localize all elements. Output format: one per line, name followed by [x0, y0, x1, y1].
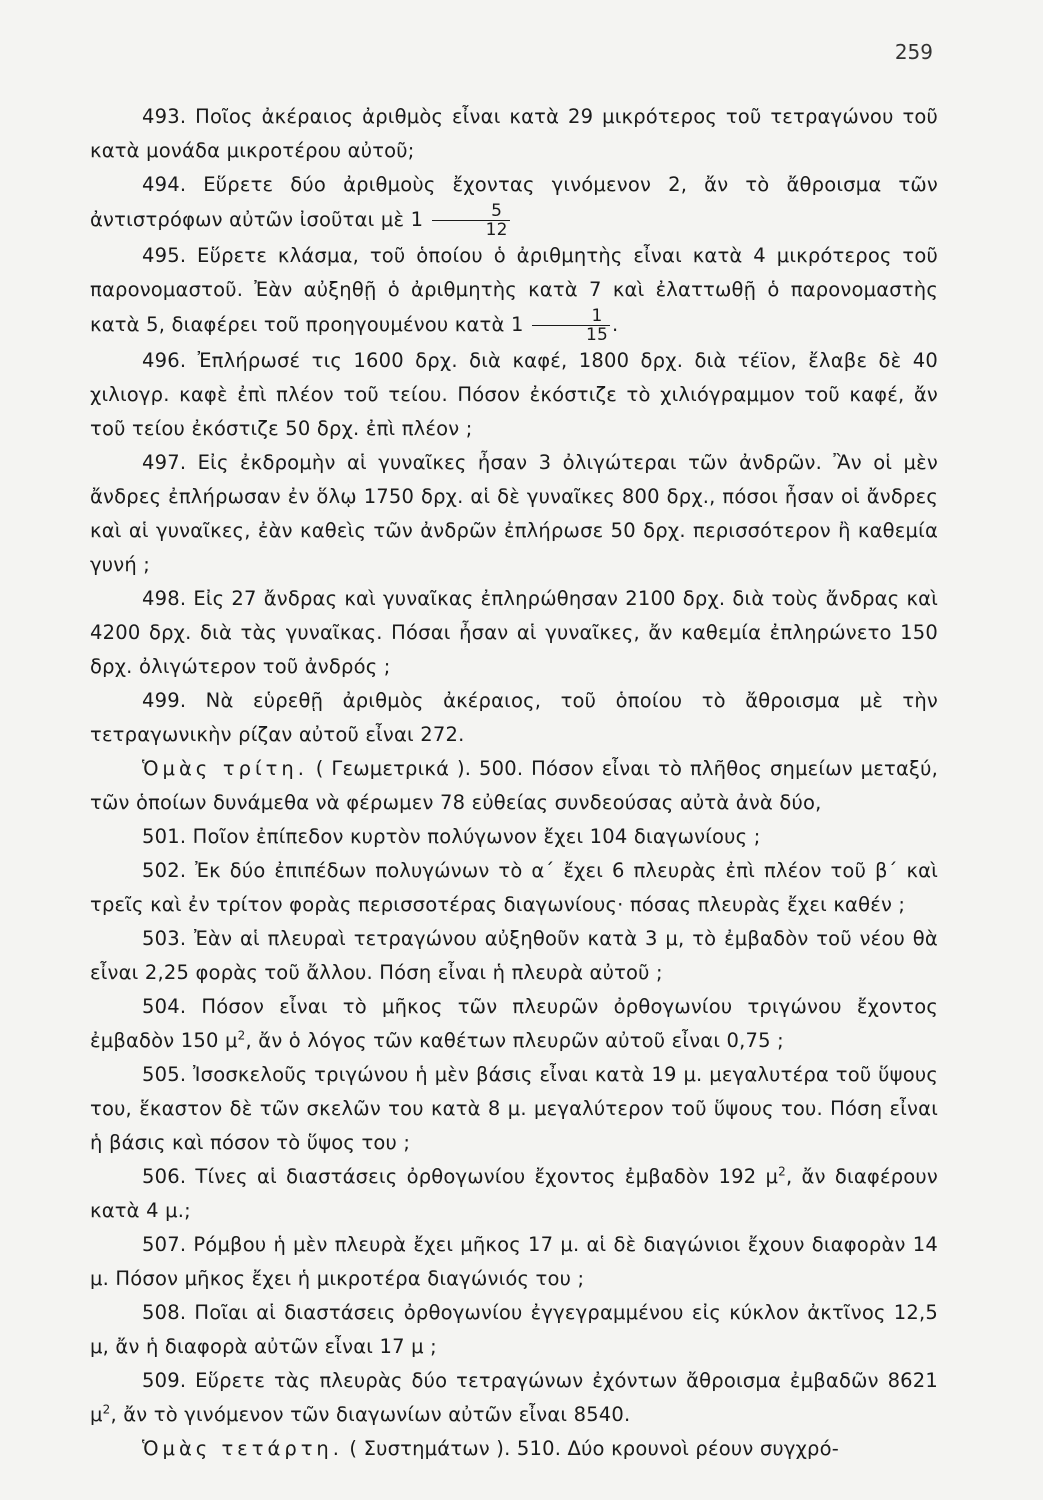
page-body [90, 100, 938, 1466]
superscript-2: 2 [778, 1164, 786, 1179]
problem-502: 502. Ἐκ δύο ἐπιπέδων πολυγώνων τὸ α΄ ἔχει 6 πλευρὰς ἐπὶ πλέον τοῦ β΄ καὶ τρεῖς καὶ ἐν τρίτον φορὰς περισσοτέρας διαγωνίους· πόσας πλευρὰς ἔχει καθέν ; [90, 859, 938, 916]
group-4-section [90, 1432, 938, 1466]
problem-497: 497. Εἰς ἐκδρομὴν αἱ γυναῖκες ἦσαν 3 ὀλιγώτεραι τῶν ἀνδρῶν. Ἂν οἱ μὲν ἄνδρες ἐπλήρωσαν ἐν ὅλῳ 1750 δρχ. αἱ δὲ γυναῖκες 800 δρχ., πόσοι ἦσαν οἱ ἄνδρες καὶ αἱ γυναῖκες, ἐὰν καθεὶς τῶν ἀνδρῶν ἐπλήρωσε 50 δρχ. περισσότερον ἢ καθεμία γυνή ; [90, 451, 938, 576]
problem-503: 503. Ἐὰν αἱ πλευραὶ τετραγώνου αὐξηθοῦν κατὰ 3 μ, τὸ ἐμβαδὸν τοῦ νέου θὰ εἶναι 2,25 φορὰς τοῦ ἄλλου. Πόση εἶναι ἡ πλευρὰ αὐτοῦ ; [90, 927, 938, 984]
problem-498: 498. Εἰς 27 ἄνδρας καὶ γυναῖκας ἐπληρώθησαν 2100 δρχ. διὰ τοὺς ἄνδρας καὶ 4200 δρχ. διὰ τὰς γυναῖκας. Πόσαι ἦσαν αἱ γυναῖκες, ἄν καθεμία ἐπληρώνετο 150 δρχ. ὀλιγώτερον τοῦ ἀνδρός ; [90, 587, 938, 678]
problem-509 [90, 1364, 938, 1432]
problem-509-text: 509. Εὕρετε τὰς πλευρὰς δύο τετραγώνων ἐχόντων ἄθροισμα ἐμβαδῶν 8621 μ [90, 1369, 938, 1426]
superscript-2: 2 [237, 1028, 246, 1043]
problem-504 [90, 990, 938, 1058]
page-number: 259 [894, 40, 933, 64]
fraction-1-15 [532, 307, 610, 344]
fraction-denominator: 12 [485, 220, 508, 240]
problem-499: 499. Νὰ εὑρεθῇ ἀριθμὸς ἀκέραιος, τοῦ ὁποίου τὸ ἄθροισμα μὲ τὴν τετραγωνικὴν ρίζαν αὐτοῦ εἶναι 272. [90, 689, 938, 746]
problem-506-text-end: , ἄν διαφέρουν κατὰ 4 μ.; [90, 1165, 938, 1222]
problem-500: 500. Πόσον εἶναι τὸ πλῆθος σημείων μεταξύ, τῶν ὁποίων δυνάμεθα νὰ φέρωμεν 78 εὐθείας συνδεούσας αὐτὰ ἀνὰ δύο, [90, 757, 938, 814]
problem-508: 508. Ποῖαι αἱ διαστάσεις ὀρθογωνίου ἐγγεγραμμένου εἰς κύκλον ἀκτῖνος 12,5 μ, ἄν ἡ διαφορὰ αὐτῶν εἶναι 17 μ ; [90, 1301, 938, 1358]
problem-504-text-end: , ἄν ὁ λόγος τῶν καθέτων πλευρῶν αὐτοῦ εἶναι 0,75 ; [245, 1029, 784, 1052]
fraction-numerator: 1 [532, 307, 610, 326]
problem-494 [90, 168, 938, 239]
problem-505: 505. Ἰσοσκελοῦς τριγώνου ἡ μὲν βάσις εἶναι κατὰ 19 μ. μεγαλυτέρα τοῦ ὕψους του, ἕκαστον δὲ τῶν σκελῶν του κατὰ 8 μ. μεγαλύτερον τοῦ ὕψους του. Πόση εἶναι ἡ βάσις καὶ πόσον τὸ ὕψος του ; [90, 1063, 938, 1154]
group-3-subheading: ( Γεωμετρικά ). [315, 757, 472, 780]
problem-495-end: . [612, 313, 619, 336]
problem-507: 507. Ρόμβου ἡ μὲν πλευρὰ ἔχει μῆκος 17 μ. αἱ δὲ διαγώνιοι ἔχουν διαφορὰν 14 μ. Πόσον μῆκος ἔχει ἡ μικροτέρα διαγώνιός του ; [90, 1233, 938, 1290]
fraction-5-12 [432, 202, 510, 239]
problem-509-text-end: , ἄν τὸ γινόμενον τῶν διαγωνίων αὐτῶν εἶναι 8540. [110, 1403, 631, 1426]
problem-506 [90, 1160, 938, 1228]
group-4-heading: Ὁμὰς τετάρτη. [142, 1437, 343, 1460]
group-4-subheading: ( Συστημάτων ). [349, 1437, 511, 1460]
group-3-section [90, 752, 938, 820]
problem-496: 496. Ἐπλήρωσέ τις 1600 δρχ. διὰ καφέ, 1800 δρχ. διὰ τέϊον, ἔλαβε δὲ 40 χιλιογρ. καφὲ ἐπὶ πλέον τοῦ τείου. Πόσον ἐκόστιζε τὸ χιλιόγραμμον τοῦ καφέ, ἄν τοῦ τείου ἐκόστιζε 50 δρχ. ἐπὶ πλέον ; [90, 349, 938, 440]
problem-495 [90, 239, 938, 344]
fraction-numerator: 5 [432, 202, 510, 221]
fraction-denominator: 15 [585, 325, 609, 345]
problem-495-text: 495. Εὕρετε κλάσμα, τοῦ ὁποίου ὁ ἀριθμητὴς εἶναι κατὰ 4 μικρότερος τοῦ παρονομαστοῦ. Ἐὰν αὐξηθῇ ὁ ἀριθμητὴς κατὰ 7 καὶ ἐλαττωθῇ ὁ παρονομαστὴς κατὰ 5, διαφέρει τοῦ προηγουμένου κατὰ 1 [90, 244, 938, 336]
problem-504-text: 504. Πόσον εἶναι τὸ μῆκος τῶν πλευρῶν ὀρθογωνίου τριγώνου ἔχοντος ἐμβαδὸν 150 μ [90, 995, 938, 1052]
group-3-heading: Ὁμὰς τρίτη. [142, 757, 308, 780]
problem-494-text: 494. Εὕρετε δύο ἀριθμοὺς ἔχοντας γινόμενον 2, ἄν τὸ ἄθροισμα τῶν ἀντιστρόφων αὐτῶν ἰσοῦται μὲ 1 [90, 173, 938, 231]
problem-501: 501. Ποῖον ἐπίπεδον κυρτὸν πολύγωνον ἔχει 104 διαγωνίους ; [142, 825, 761, 848]
problem-493: 493. Ποῖος ἀκέραιος ἀριθμὸς εἶναι κατὰ 29 μικρότερος τοῦ τετραγώνου τοῦ κατὰ μονάδα μικροτέρου αὐτοῦ; [90, 105, 938, 162]
superscript-2: 2 [102, 1402, 111, 1417]
problem-510: 510. Δύο κρουνοὶ ρέουν συγχρό- [516, 1437, 840, 1460]
problem-506-text: 506. Τίνες αἱ διαστάσεις ὀρθογωνίου ἔχοντος ἐμβαδὸν 192 μ [142, 1165, 779, 1188]
